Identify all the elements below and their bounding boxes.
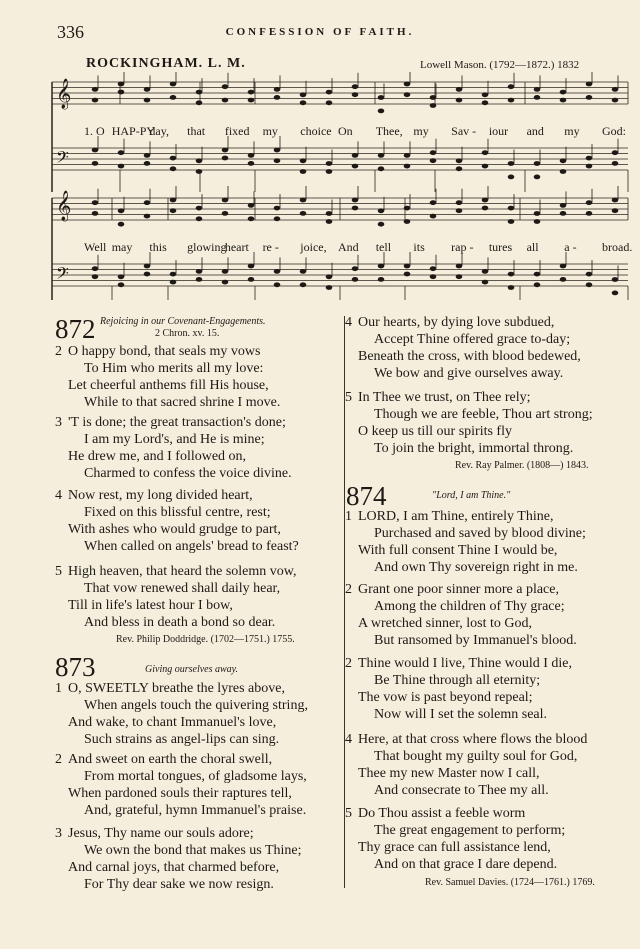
note-head: [352, 164, 359, 169]
note-head: [404, 206, 411, 211]
note-head: [274, 216, 281, 221]
note-head: [612, 208, 619, 213]
note-head: [170, 272, 177, 277]
lyric-syllable: broad.: [602, 240, 633, 254]
note-head: [326, 161, 333, 166]
note-head: [170, 82, 177, 87]
note-head: [482, 280, 489, 285]
note-head: [430, 95, 437, 100]
hymn-number: 872: [55, 314, 96, 344]
note-head: [92, 87, 99, 92]
note-head: [352, 84, 359, 89]
note-head: [612, 291, 619, 296]
note-head: [118, 282, 125, 287]
lyric-syllable: heart: [224, 240, 249, 254]
note-head: [248, 264, 255, 269]
note-head: [118, 222, 125, 227]
note-head: [222, 148, 229, 153]
note-head: [430, 103, 437, 108]
note-head: [222, 198, 229, 203]
hymn-line: While to that sacred shrine I move.: [84, 395, 281, 410]
note-head: [170, 198, 177, 203]
hymn-line: And on that grace I dare depend.: [374, 857, 558, 872]
hymn-line: For Thy dear sake we now resign.: [84, 877, 274, 892]
note-head: [326, 211, 333, 216]
hymn-line: From mortal tongues, of gladsome lays,: [84, 769, 307, 784]
verse-number: 2: [55, 344, 62, 359]
hymn-line: Thine would I live, Thine would I die,: [358, 656, 572, 671]
hymn-line: The vow is past beyond repeal;: [358, 690, 533, 705]
note-head: [430, 200, 437, 205]
note-head: [482, 198, 489, 203]
hymn-line: With ashes who would grudge to part,: [68, 522, 281, 537]
note-head: [378, 166, 385, 171]
note-head: [560, 203, 567, 208]
note-head: [378, 208, 385, 213]
note-head: [612, 161, 619, 166]
verse-number: 4: [345, 732, 352, 747]
score-staves: [52, 82, 628, 300]
note-head: [352, 206, 359, 211]
hymn-subtitle: Rejoicing in our Covenant-Engagements.: [100, 316, 266, 327]
note-head: [378, 222, 385, 227]
hymn-line: Be Thine through all eternity;: [374, 673, 541, 688]
note-head: [300, 198, 307, 203]
lyric-syllable: glowing: [187, 240, 227, 254]
note-head: [118, 82, 125, 87]
note-head: [534, 219, 541, 224]
note-head: [560, 90, 567, 95]
note-head: [274, 206, 281, 211]
note-head: [92, 98, 99, 103]
hymn-line: To Him who merits all my love:: [84, 361, 264, 376]
note-head: [586, 95, 593, 100]
note-head: [352, 198, 359, 203]
note-head: [144, 87, 151, 92]
lyric-syllable: fixed: [224, 124, 250, 138]
lyric-syllable: God:: [602, 124, 626, 138]
note-head: [586, 156, 593, 161]
lyric-syllable: Well: [84, 240, 107, 254]
note-head: [352, 277, 359, 282]
hymn-line: O keep us till our spirits fly: [358, 424, 512, 439]
note-head: [612, 277, 619, 282]
note-head: [482, 100, 489, 105]
note-head: [482, 164, 489, 169]
note-head: [248, 216, 255, 221]
note-head: [118, 90, 125, 95]
note-head: [326, 169, 333, 174]
note-head: [300, 282, 307, 287]
lyric-syllable: this: [149, 240, 167, 254]
lyric-syllable: re -: [262, 240, 279, 254]
hymn-subtitle: "Lord, I am Thine.": [432, 490, 511, 501]
hymn-line: Beneath the cross, with blood bedewed,: [358, 349, 581, 364]
hymn-line: A wretched sinner, lost to God,: [358, 616, 533, 631]
lyric-syllable: may: [111, 240, 133, 254]
verse-number: 2: [55, 752, 62, 767]
note-head: [222, 156, 229, 161]
note-head: [326, 285, 333, 290]
bass-clef: 𝄢: [56, 147, 69, 171]
note-head: [248, 90, 255, 95]
note-head: [326, 90, 333, 95]
music-score: [50, 72, 633, 300]
note-head: [248, 277, 255, 282]
hymn-line: Such strains as angel-lips can sing.: [84, 732, 280, 747]
verse-number: 5: [345, 806, 352, 821]
running-title: CONFESSION OF FAITH.: [225, 26, 415, 38]
note-head: [430, 214, 437, 219]
note-head: [430, 150, 437, 155]
note-head: [92, 200, 99, 205]
note-head: [118, 150, 125, 155]
hymn-line: He drew me, and I followed on,: [68, 449, 247, 464]
verse-number: 2: [345, 582, 352, 597]
note-head: [404, 272, 411, 277]
note-head: [118, 274, 125, 279]
note-head: [144, 161, 151, 166]
lyric-syllable: And: [338, 240, 359, 254]
note-head: [560, 169, 567, 174]
note-head: [534, 175, 541, 180]
note-head: [508, 161, 515, 166]
note-head: [586, 282, 593, 287]
lyric-syllable: day,: [149, 124, 169, 138]
note-head: [170, 156, 177, 161]
hymn-line: LORD, I am Thine, entirely Thine,: [358, 509, 554, 524]
note-head: [404, 264, 411, 269]
hymn-line: When angels touch the quivering string,: [84, 698, 308, 713]
note-head: [534, 161, 541, 166]
hymn-line: And, grateful, hymn Immanuel's praise.: [84, 803, 307, 818]
note-head: [482, 269, 489, 274]
note-head: [378, 109, 385, 114]
hymn-line: High heaven, that heard the solemn vow,: [68, 564, 297, 579]
verse-number: 1: [55, 681, 62, 696]
note-head: [144, 153, 151, 158]
lyric-syllable: choice: [300, 124, 332, 138]
note-head: [508, 285, 515, 290]
note-head: [196, 100, 203, 105]
note-head: [300, 169, 307, 174]
note-head: [586, 200, 593, 205]
note-head: [352, 266, 359, 271]
hymn-line: 'T is done; the great transaction's done;: [68, 415, 286, 430]
hymn-line: That bought my guilty soul for God,: [374, 749, 578, 764]
note-head: [508, 175, 515, 180]
note-head: [482, 92, 489, 97]
note-head: [534, 282, 541, 287]
hymn-line: Now will I set the solemn seal.: [374, 707, 548, 722]
verse-number: 4: [55, 488, 62, 503]
note-head: [118, 164, 125, 169]
hymn-line: Though we are feeble, Thou art strong;: [374, 407, 593, 422]
note-head: [482, 150, 489, 155]
note-head: [274, 282, 281, 287]
lyric-syllable: Thee,: [375, 124, 403, 138]
note-head: [612, 98, 619, 103]
note-head: [274, 269, 281, 274]
hymn-line: I am my Lord's, and He is mine;: [84, 432, 265, 447]
note-head: [170, 166, 177, 171]
note-head: [144, 200, 151, 205]
hymn-line: And sweet on earth the choral swell,: [68, 752, 273, 767]
note-head: [612, 87, 619, 92]
note-head: [404, 219, 411, 224]
note-head: [170, 95, 177, 100]
lyric-syllable: Sav -: [451, 124, 477, 138]
hymn-line: Jesus, Thy name our souls adore;: [68, 826, 254, 841]
tune-composer: Lowell Mason. (1792—1872.) 1832: [420, 59, 580, 71]
note-head: [326, 274, 333, 279]
hymn-line: Now rest, my long divided heart,: [68, 488, 253, 503]
hymn-line: And own Thy sovereign right in me.: [374, 560, 578, 575]
note-head: [144, 98, 151, 103]
note-head: [508, 272, 515, 277]
note-head: [248, 161, 255, 166]
hymn-line: When called on angels' bread to feast?: [84, 539, 299, 554]
note-head: [586, 82, 593, 87]
note-head: [456, 264, 463, 269]
treble-clef: 𝄞: [56, 79, 72, 109]
hymn-line: We bow and give ourselves away.: [374, 366, 564, 381]
note-head: [560, 158, 567, 163]
lyric-syllable: 1. O: [84, 124, 105, 138]
hymn-subtitle: Giving ourselves away.: [145, 664, 239, 675]
note-head: [326, 219, 333, 224]
note-head: [456, 208, 463, 213]
note-head: [456, 158, 463, 163]
treble-clef: 𝄞: [56, 191, 72, 221]
hymn-line: O happy bond, that seals my vows: [68, 344, 261, 359]
verse-number: 4: [345, 315, 352, 330]
note-head: [92, 274, 99, 279]
hymn-line: O, SWEETLY breathe the lyres above,: [68, 681, 285, 696]
lyric-syllable: a -: [564, 240, 577, 254]
note-head: [300, 269, 307, 274]
lyric-syllable: iour: [488, 124, 509, 138]
note-head: [508, 98, 515, 103]
note-head: [534, 272, 541, 277]
bass-clef: 𝄢: [56, 263, 69, 287]
note-head: [92, 266, 99, 271]
verse-number: 3: [55, 415, 62, 430]
note-head: [300, 211, 307, 216]
lyric-syllable: tures: [488, 240, 513, 254]
verse-number: 5: [345, 390, 352, 405]
note-head: [404, 92, 411, 97]
note-head: [170, 280, 177, 285]
note-head: [274, 87, 281, 92]
note-head: [222, 84, 229, 89]
note-head: [534, 95, 541, 100]
note-head: [404, 153, 411, 158]
scripture-reference: 2 Chron. xv. 15.: [155, 328, 220, 339]
note-head: [300, 158, 307, 163]
note-head: [430, 266, 437, 271]
hymn-line: And consecrate to Thee my all.: [374, 783, 549, 798]
note-head: [248, 153, 255, 158]
note-head: [612, 150, 619, 155]
hymn-line: That vow renewed shall daily hear,: [84, 581, 281, 596]
note-head: [144, 272, 151, 277]
note-head: [508, 84, 515, 89]
note-head: [534, 87, 541, 92]
note-head: [92, 211, 99, 216]
note-head: [196, 216, 203, 221]
lyric-syllable: tell: [375, 240, 392, 254]
note-head: [456, 166, 463, 171]
note-head: [118, 208, 125, 213]
tune-name: ROCKINGHAM. L. M.: [86, 56, 246, 71]
lyric-syllable: On: [338, 124, 353, 138]
note-head: [352, 153, 359, 158]
note-head: [352, 92, 359, 97]
score-notes: [56, 72, 618, 295]
hymn-line: Charmed to confess the voice divine.: [84, 466, 292, 481]
note-head: [404, 164, 411, 169]
hymn-line: Among the children of Thy grace;: [374, 599, 565, 614]
note-head: [222, 211, 229, 216]
hymn-line: When pardoned souls their raptures tell,: [68, 786, 292, 801]
lyric-syllable: my: [413, 124, 429, 138]
hymn-number: 873: [55, 652, 96, 682]
lyric-syllable: all: [526, 240, 539, 254]
note-head: [196, 90, 203, 95]
note-head: [560, 264, 567, 269]
note-head: [274, 158, 281, 163]
note-head: [144, 214, 151, 219]
note-head: [378, 153, 385, 158]
note-head: [92, 161, 99, 166]
note-head: [456, 87, 463, 92]
lyric-syllable: rap -: [451, 240, 474, 254]
note-head: [560, 98, 567, 103]
note-head: [586, 272, 593, 277]
hymn-author: Rev. Samuel Davies. (1724—1761.) 1769.: [425, 877, 595, 888]
hymn-line: Purchased and saved by blood divine;: [374, 526, 586, 541]
note-head: [378, 277, 385, 282]
hymn-line: In Thee we trust, on Thee rely;: [358, 390, 531, 405]
hymn-line: Thee my new Master now I call,: [358, 766, 540, 781]
lyric-syllable: my: [262, 124, 278, 138]
hymn-line: Accept Thine offered grace to-day;: [374, 332, 571, 347]
note-head: [378, 264, 385, 269]
lyric-syllable: joice,: [300, 240, 327, 254]
note-head: [404, 82, 411, 87]
lyric-syllable: that: [187, 124, 206, 138]
verse-number: 1: [345, 509, 352, 524]
lyric-syllable: its: [413, 240, 425, 254]
note-head: [430, 274, 437, 279]
hymn-line: We own the bond that makes us Thine;: [84, 843, 302, 858]
hymn-line: Here, at that cross where flows the blood: [358, 732, 588, 747]
note-head: [222, 269, 229, 274]
lyric-syllable: and: [526, 124, 544, 138]
note-head: [378, 95, 385, 100]
hymn-author: Rev. Ray Palmer. (1808—) 1843.: [455, 460, 589, 471]
hymn-line: Let cheerful anthems fill His house,: [68, 378, 269, 393]
note-head: [274, 95, 281, 100]
verse-number: 3: [55, 826, 62, 841]
note-head: [560, 211, 567, 216]
hymn-line: Fixed on this blissful centre, rest;: [84, 505, 271, 520]
page-number: 336: [57, 22, 84, 42]
note-head: [196, 206, 203, 211]
lyric-syllable: my: [564, 124, 580, 138]
note-head: [222, 280, 229, 285]
hymn-line: Thy grace can full assistance lend,: [358, 840, 551, 855]
note-head: [300, 100, 307, 105]
note-head: [456, 200, 463, 205]
verse-number: 2: [345, 656, 352, 671]
verse-number: 5: [55, 564, 62, 579]
note-head: [534, 211, 541, 216]
hymn-line: With full consent Thine I would be,: [358, 543, 558, 558]
note-head: [170, 208, 177, 213]
note-head: [560, 277, 567, 282]
note-head: [508, 219, 515, 224]
hymn-line: But ransomed by Immanuel's blood.: [374, 633, 577, 648]
lyric-syllable: HAP-PY: [111, 124, 156, 138]
note-head: [586, 211, 593, 216]
note-head: [612, 198, 619, 203]
hymn-author: Rev. Philip Doddridge. (1702—1751.) 1755.: [116, 634, 295, 645]
note-head: [196, 277, 203, 282]
note-head: [482, 206, 489, 211]
note-head: [456, 274, 463, 279]
note-head: [508, 206, 515, 211]
note-head: [430, 158, 437, 163]
note-head: [144, 264, 151, 269]
hymn-line: And carnal joys, that charmed before,: [68, 860, 280, 875]
hymn-line: Grant one poor sinner more a place,: [358, 582, 559, 597]
note-head: [456, 98, 463, 103]
hymn-line: To join the bright, immortal throng.: [374, 441, 574, 456]
note-head: [92, 148, 99, 153]
note-head: [274, 148, 281, 153]
note-head: [248, 98, 255, 103]
hymn-line: The great engagement to perform;: [374, 823, 566, 838]
note-head: [222, 98, 229, 103]
hymn-line: And wake, to chant Immanuel's love,: [68, 715, 277, 730]
note-head: [196, 158, 203, 163]
hymn-line: Till in life's latest hour I bow,: [68, 598, 233, 613]
note-head: [248, 203, 255, 208]
hymn-line: Our hearts, by dying love subdued,: [358, 315, 555, 330]
hymn-number: 874: [346, 481, 387, 511]
note-head: [196, 269, 203, 274]
note-head: [300, 92, 307, 97]
note-head: [326, 100, 333, 105]
hymn-line: Do Thou assist a feeble worm: [358, 806, 526, 821]
note-head: [196, 169, 203, 174]
note-head: [586, 164, 593, 169]
hymn-line: And bless in death a bond so dear.: [84, 615, 276, 630]
